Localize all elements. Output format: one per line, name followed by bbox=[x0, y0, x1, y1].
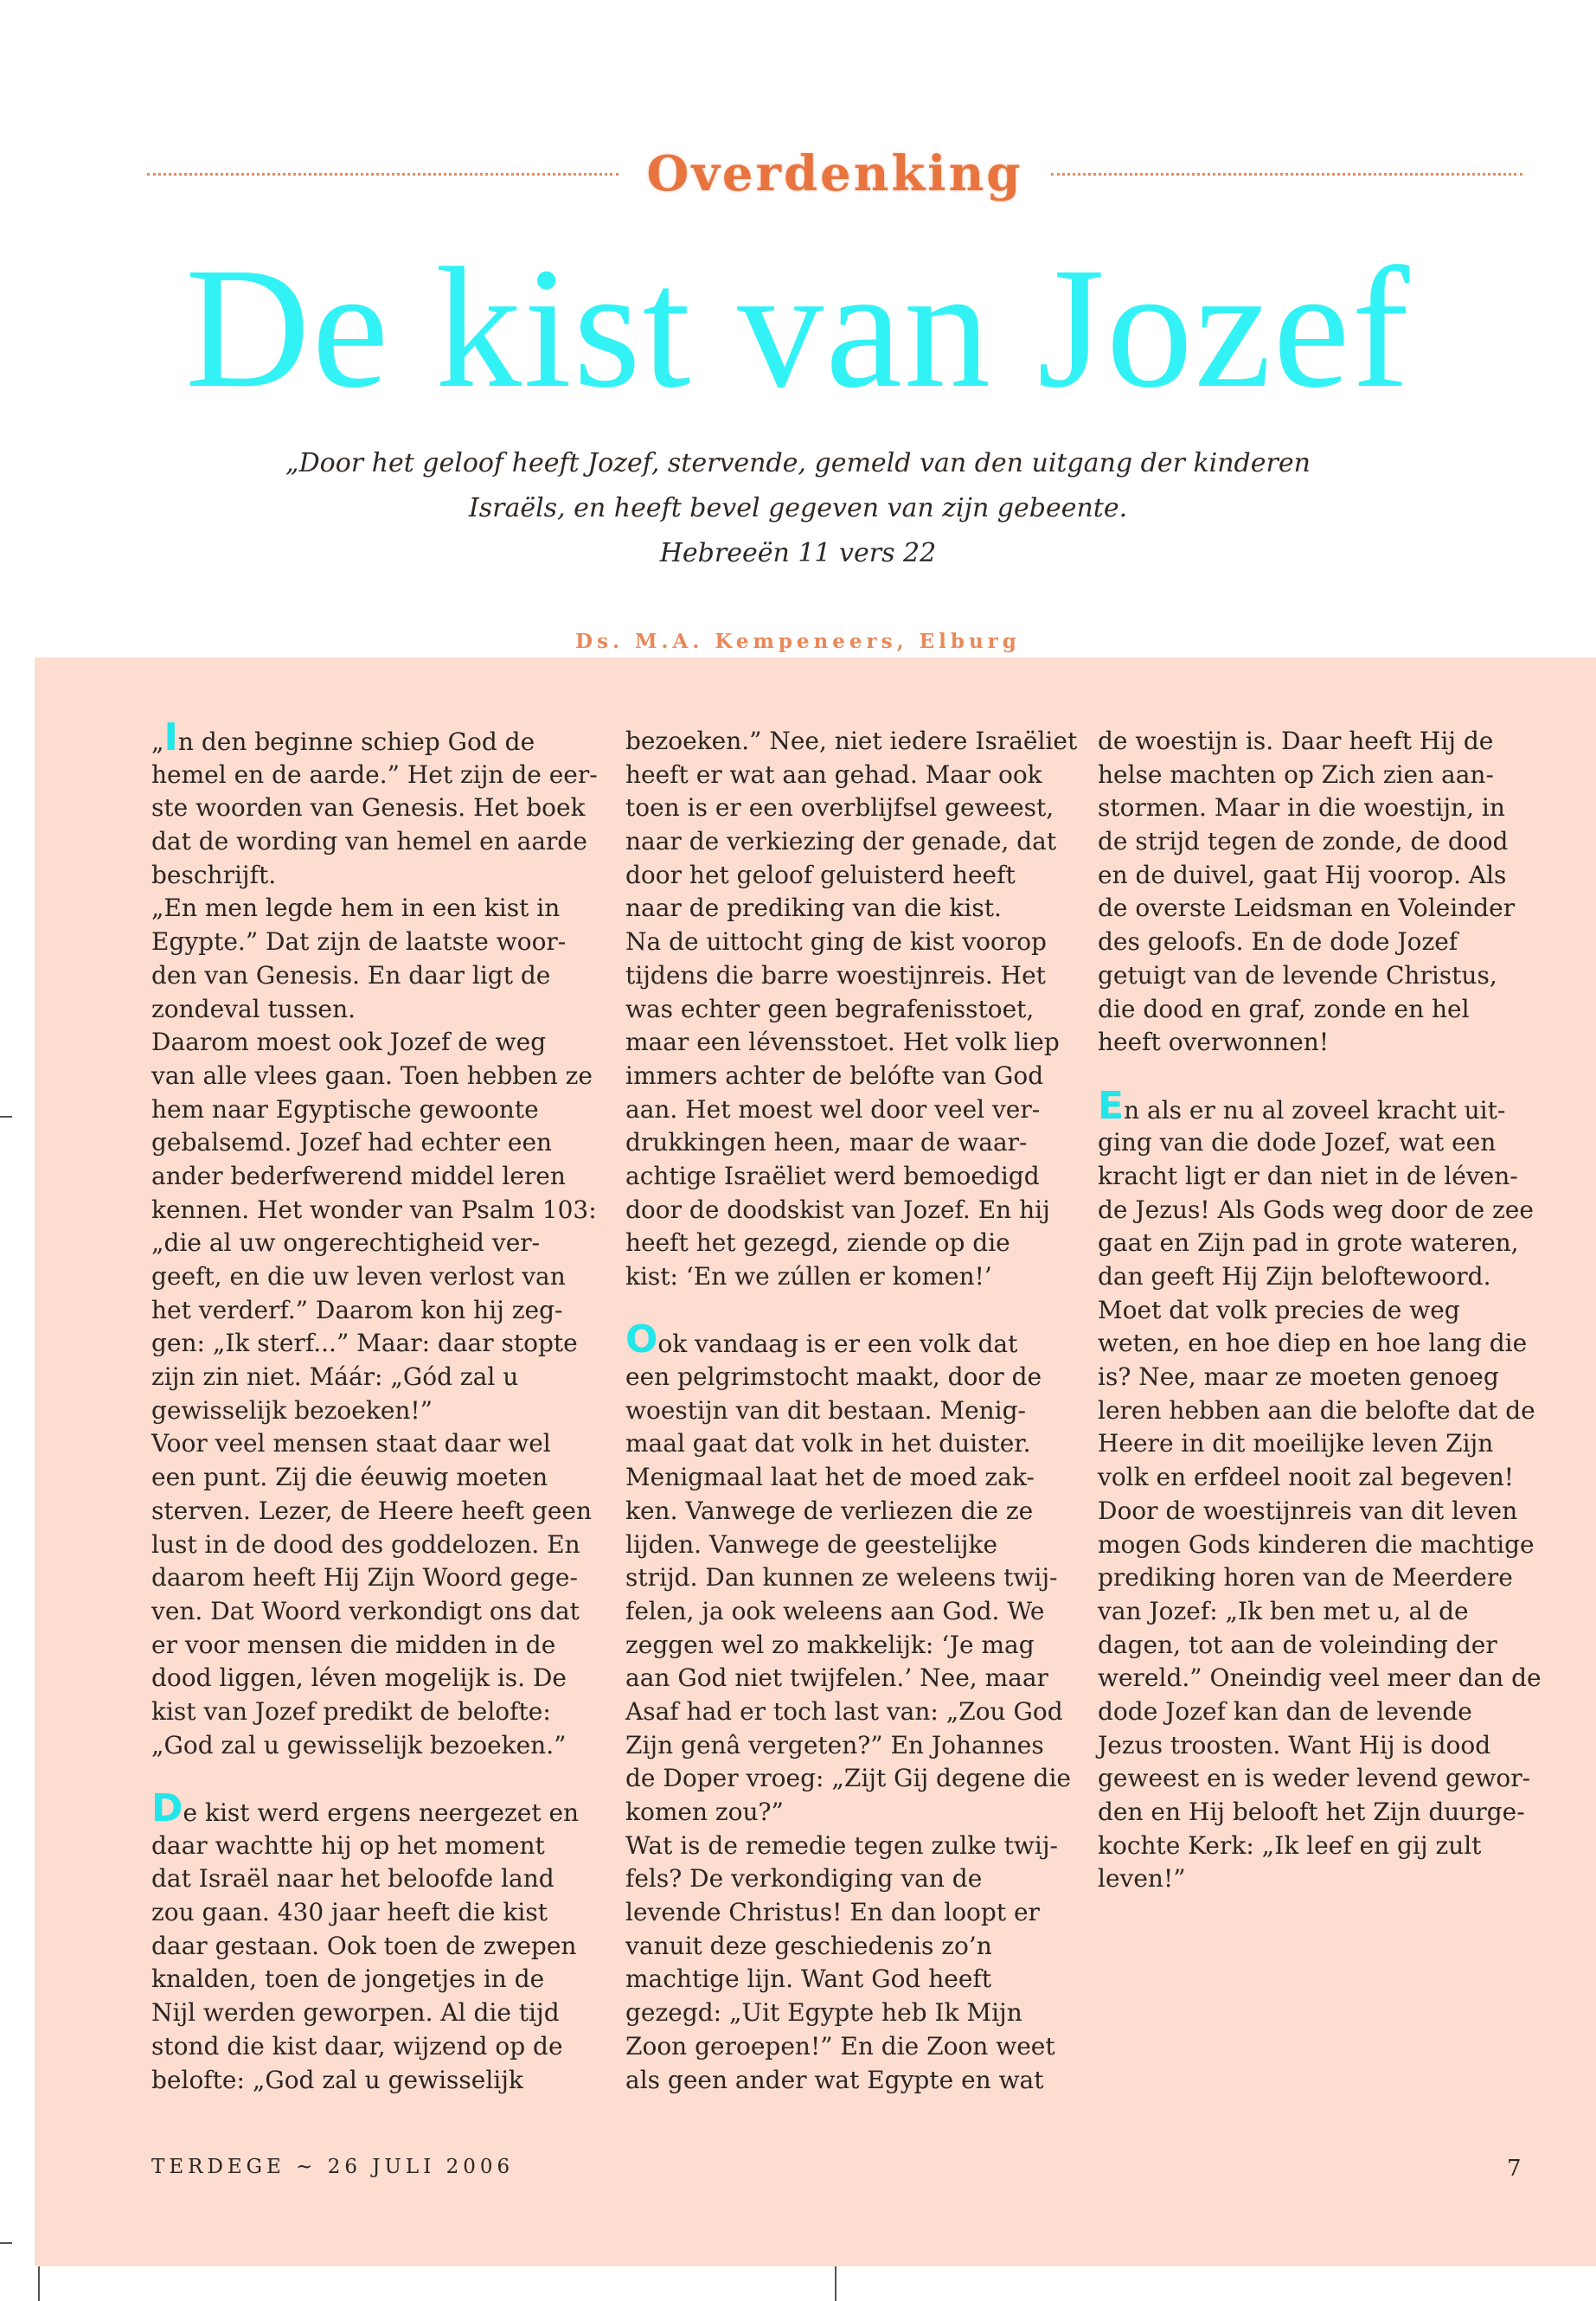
text-line: zondeval tussen. bbox=[151, 994, 356, 1023]
text-line: levende Christus! En dan loopt er bbox=[625, 1898, 1040, 1927]
text-line: gen: „Ik sterf...” Maar: daar stopte bbox=[151, 1329, 578, 1358]
text-line: toen is er een overblijfsel geweest, bbox=[625, 793, 1054, 823]
paragraph-gap bbox=[625, 1294, 1075, 1328]
paragraph-gap bbox=[151, 1762, 601, 1796]
text-line: was echter geen begrafenisstoet, bbox=[625, 994, 1035, 1023]
text-line: stormen. Maar in die woestijn, in bbox=[1098, 793, 1505, 823]
text-line: lijden. Vanwege de geestelijke bbox=[625, 1529, 998, 1559]
text-line: bezoeken.” Nee, niet iedere Israëliet bbox=[625, 727, 1078, 755]
quote-line: Israëls, en heeft bevel gegeven van zijn gebeente. bbox=[468, 493, 1128, 523]
drop-cap: E bbox=[1098, 1083, 1125, 1128]
text-line-rest: n den beginne schiep God de bbox=[177, 727, 535, 756]
text-line: Heere in dit moeilijke leven Zijn bbox=[1098, 1429, 1494, 1458]
text-column-3 bbox=[1098, 725, 1548, 1896]
text-line: ven. Dat Woord verkondigt ons dat bbox=[151, 1596, 580, 1625]
text-line: mogen Gods kinderen die machtige bbox=[1098, 1529, 1535, 1559]
text-line: hem naar Egyptische gewoonte bbox=[151, 1094, 539, 1124]
text-line: belofte: „God zal u gewisselijk bbox=[151, 2065, 523, 2094]
text-line: Asaf had er toch last van: „Zou God bbox=[625, 1696, 1063, 1726]
text-line: Door de woestijnreis van dit leven bbox=[1098, 1496, 1518, 1525]
text-line: maal gaat dat volk in het duister. bbox=[625, 1429, 1031, 1458]
text-line: strijd. Dan kunnen ze weleens twij- bbox=[625, 1563, 1058, 1593]
text-line: als geen ander wat Egypte en wat bbox=[625, 2065, 1044, 2094]
text-line: beschrijft. bbox=[151, 860, 277, 889]
text-line: ging van die dode Jozef, wat een bbox=[1098, 1128, 1497, 1157]
text-line: kennen. Het wonder van Psalm 103: bbox=[151, 1195, 597, 1224]
text-line: felen, ja ook weleens aan God. We bbox=[625, 1596, 1045, 1625]
text-line: kist: ‘En we zúllen er komen!’ bbox=[625, 1262, 992, 1291]
text-line: vanuit deze geschiedenis zo’n bbox=[625, 1931, 992, 1960]
text-line: volk en erfdeel nooit zal begeven! bbox=[1098, 1463, 1515, 1492]
text-line: Egypte.” Dat zijn de laatste woor- bbox=[151, 927, 567, 957]
text-line: zeggen wel zo makkelijk: ‘Je mag bbox=[625, 1630, 1035, 1659]
text-line: Voor veel mensen staat daar wel bbox=[151, 1429, 551, 1458]
author-byline: Ds. M.A. Kempeneers, Elburg bbox=[575, 630, 1021, 653]
text-line: ken. Vanwege de verliezen die ze bbox=[625, 1496, 1034, 1525]
trim-mark-bottom-center bbox=[835, 2266, 836, 2301]
text-line bbox=[1098, 1083, 1548, 1128]
text-line: den van Genesis. En daar ligt de bbox=[151, 960, 551, 990]
text-line: Wat is de remedie tegen zulke twij- bbox=[625, 1830, 1058, 1860]
page-number: 7 bbox=[1507, 2156, 1522, 2182]
text-line-rest: e kist werd ergens neergezet en bbox=[183, 1798, 580, 1827]
text-line: wereld.” Oneindig veel meer dan de bbox=[1098, 1663, 1542, 1693]
text-line: door de doodskist van Jozef. En hij bbox=[625, 1195, 1050, 1224]
bible-quote bbox=[260, 441, 1336, 576]
text-line: aan God niet twijfelen.’ Nee, maar bbox=[625, 1663, 1048, 1693]
text-line: zou gaan. 430 jaar heeft die kist bbox=[151, 1898, 548, 1927]
text-line: kochte Kerk: „Ik leef en gij zult bbox=[1098, 1830, 1482, 1860]
text-line: achtige Israëliet werd bemoedigd bbox=[625, 1161, 1040, 1190]
text-line: Na de uittocht ging de kist voorop bbox=[625, 927, 1047, 957]
text-line: dat de wording van hemel en aarde bbox=[151, 827, 587, 856]
text-line bbox=[151, 1786, 601, 1830]
text-line: dagen, tot aan de voleinding der bbox=[1098, 1630, 1497, 1659]
text-line: naar de verkiezing der genade, dat bbox=[625, 827, 1057, 856]
text-line: zijn zin niet. Máár: „Gód zal u bbox=[151, 1362, 519, 1392]
text-line: geweest en is weder levend gewor- bbox=[1098, 1764, 1531, 1793]
text-line: een punt. Zij die éeuwig moeten bbox=[151, 1463, 548, 1492]
text-column-2 bbox=[625, 725, 1078, 2097]
quote-reference: Hebreeën 11 vers 22 bbox=[659, 538, 937, 568]
text-line: gebalsemd. Jozef had echter een bbox=[151, 1128, 553, 1157]
text-line: en de duivel, gaat Hij voorop. Als bbox=[1098, 860, 1507, 889]
text-line: prediking horen van de Meerdere bbox=[1098, 1563, 1513, 1593]
text-line: kracht ligt er dan niet in de léven- bbox=[1098, 1161, 1518, 1190]
text-line: daarom heeft Hij Zijn Woord gege- bbox=[151, 1563, 578, 1593]
text-line: de strijd tegen de zonde, de dood bbox=[1098, 827, 1509, 856]
text-line: de woestijn is. Daar heeft Hij de bbox=[1098, 727, 1494, 755]
text-line: Zijn genâ vergeten?” En Johannes bbox=[625, 1730, 1044, 1759]
text-line: drukkingen heen, maar de waar- bbox=[625, 1128, 1028, 1157]
text-line: weten, en hoe diep en hoe lang die bbox=[1098, 1329, 1528, 1358]
text-line: helse machten op Zich zien aan- bbox=[1098, 760, 1494, 789]
quote-line: „Door het geloof heeft Jozef, stervende, gemeld van den uitgang der kinderen bbox=[285, 448, 1311, 478]
drop-cap: D bbox=[151, 1786, 183, 1830]
text-line: de Doper vroeg: „Zijt Gij degene die bbox=[625, 1764, 1071, 1793]
text-line bbox=[625, 1317, 1075, 1362]
text-line: dan geeft Hij Zijn beloftewoord. bbox=[1098, 1262, 1491, 1291]
text-column-1 bbox=[151, 715, 601, 2097]
text-line: fels? De verkondiging van de bbox=[625, 1864, 983, 1894]
text-line: die dood en graf, zonde en hel bbox=[1098, 994, 1470, 1023]
text-line: aan. Het moest wel door veel ver- bbox=[625, 1094, 1041, 1124]
text-line: de overste Leidsman en Voleinder bbox=[1098, 894, 1516, 923]
text-line: machtige lijn. Want God heeft bbox=[625, 1965, 992, 1994]
text-line: tijdens die barre woestijnreis. Het bbox=[625, 960, 1046, 990]
text-line: Daarom moest ook Jozef de weg bbox=[151, 1028, 547, 1057]
text-line: getuigt van de levende Christus, bbox=[1098, 960, 1497, 990]
section-rule-right bbox=[1051, 173, 1522, 176]
text-line-rest: n als er nu al zoveel kracht uit- bbox=[1124, 1095, 1506, 1125]
text-line: woestijn van dit bestaan. Menig- bbox=[625, 1395, 1027, 1425]
drop-cap: O bbox=[625, 1317, 658, 1362]
text-line: komen zou?” bbox=[625, 1798, 784, 1826]
text-line: immers achter de belófte van God bbox=[625, 1061, 1044, 1090]
text-line: de Jezus! Als Gods weg door de zee bbox=[1098, 1195, 1534, 1224]
text-line: het verderf.” Daarom kon hij zeg- bbox=[151, 1295, 563, 1324]
footer-publication: TERDEGE ~ 26 JULI 2006 bbox=[151, 2156, 515, 2178]
text-line: van Jozef: „Ik ben met u, al de bbox=[1098, 1596, 1469, 1625]
text-line: heeft overwonnen! bbox=[1098, 1028, 1330, 1057]
text-line: leren hebben aan die belofte dat de bbox=[1098, 1395, 1535, 1425]
text-line: ste woorden van Genesis. Het boek bbox=[151, 793, 586, 823]
text-line-rest: ok vandaag is er een volk dat bbox=[657, 1330, 1018, 1359]
opening-quote: „ bbox=[151, 727, 164, 756]
text-line: dat Israël naar het beloofde land bbox=[151, 1864, 554, 1894]
text-line: Moet dat volk precies de weg bbox=[1098, 1295, 1460, 1324]
paragraph-gap bbox=[1098, 1060, 1548, 1093]
text-line: „God zal u gewisselijk bezoeken.” bbox=[151, 1730, 567, 1759]
text-line: is? Nee, maar ze moeten genoeg bbox=[1098, 1362, 1499, 1392]
text-line: naar de prediking van die kist. bbox=[625, 894, 1002, 923]
text-line: knalden, toen de jongetjes in de bbox=[151, 1965, 545, 1994]
text-line: lust in de dood des goddelozen. En bbox=[151, 1529, 580, 1559]
text-line: stond die kist daar, wijzend op de bbox=[151, 2031, 563, 2061]
text-line: er voor mensen die midden in de bbox=[151, 1630, 556, 1659]
text-line: kist van Jozef predikt de belofte: bbox=[151, 1696, 551, 1726]
text-line: ander bederfwerend middel leren bbox=[151, 1161, 566, 1190]
text-line: daar gestaan. Ook toen de zwepen bbox=[151, 1931, 577, 1960]
text-line: den en Hij belooft het Zijn duurge- bbox=[1098, 1798, 1525, 1826]
trim-mark-left bbox=[0, 1116, 12, 1118]
text-line: sterven. Lezer, de Heere heeft geen bbox=[151, 1496, 592, 1525]
text-line: van alle vlees gaan. Toen hebben ze bbox=[151, 1061, 593, 1090]
text-line: Zoon geroepen!” En die Zoon weet bbox=[625, 2031, 1055, 2061]
text-line: des geloofs. En de dode Jozef bbox=[1098, 927, 1458, 957]
text-line: door het geloof geluisterd heeft bbox=[625, 860, 1016, 889]
text-line: een pelgrimstocht maakt, door de bbox=[625, 1362, 1042, 1392]
text-line bbox=[151, 715, 601, 760]
section-label: Overdenking bbox=[646, 145, 1023, 202]
text-line: daar wachtte hij op het moment bbox=[151, 1830, 545, 1860]
text-line: dood liggen, léven mogelijk is. De bbox=[151, 1663, 567, 1693]
article-title: De kist van Jozef bbox=[185, 233, 1411, 424]
text-line: heeft er wat aan gehad. Maar ook bbox=[625, 760, 1042, 789]
text-line: gezegd: „Uit Egypte heb Ik Mijn bbox=[625, 1998, 1022, 2028]
text-line: Jezus troosten. Want Hij is dood bbox=[1098, 1730, 1491, 1759]
text-line: heeft het gezegd, ziende op die bbox=[625, 1228, 1010, 1258]
text-line: leven!” bbox=[1098, 1864, 1186, 1894]
text-line: „die al uw ongerechtigheid ver- bbox=[151, 1228, 541, 1258]
drop-cap: I bbox=[163, 715, 178, 760]
text-line: maar een lévensstoet. Het volk liep bbox=[625, 1028, 1060, 1057]
text-line: gewisselijk bezoeken!” bbox=[151, 1395, 433, 1425]
text-line: dode Jozef kan dan de levende bbox=[1098, 1696, 1472, 1726]
text-line: gaat en Zijn pad in grote wateren, bbox=[1098, 1228, 1519, 1258]
trim-mark-bottom-left bbox=[38, 2266, 40, 2301]
text-line: Nijl werden geworpen. Al die tijd bbox=[151, 1998, 560, 2028]
text-line: hemel en de aarde.” Het zijn de eer- bbox=[151, 760, 598, 789]
section-header bbox=[147, 145, 1522, 206]
trim-mark-left-bottom bbox=[0, 2242, 12, 2244]
text-line: Menigmaal laat het de moed zak- bbox=[625, 1463, 1035, 1492]
text-line: „En men legde hem in een kist in bbox=[151, 894, 561, 923]
section-rule-left bbox=[147, 173, 619, 176]
text-line: geeft, en die uw leven verlost van bbox=[151, 1262, 566, 1291]
